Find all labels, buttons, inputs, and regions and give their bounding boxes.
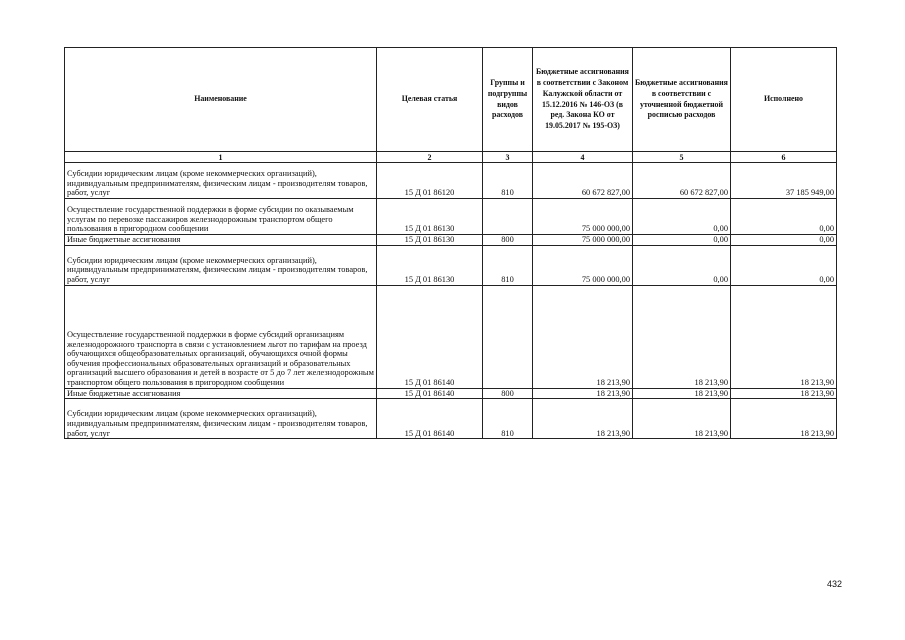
- table-row: [65, 285, 837, 388]
- row-refined-amount: 18 213,90: [633, 388, 731, 399]
- row-executed-amount: 18 213,90: [731, 285, 837, 388]
- header-group: Группы и подгруппы видов расходов: [483, 48, 533, 152]
- row-law-amount: 60 672 827,00: [533, 163, 633, 199]
- table-header-row: [65, 48, 837, 152]
- column-number: 2: [377, 152, 483, 163]
- row-law-amount: 18 213,90: [533, 285, 633, 388]
- row-refined-amount: 18 213,90: [633, 399, 731, 439]
- row-name: Осуществление государственной поддержки в форме субсидии по оказываемым услугам по перевозке пассажиров железнодорожным транспортом общего пользования в пригородном сообщении: [65, 199, 377, 235]
- row-name: Иные бюджетные ассигнования: [65, 388, 377, 399]
- column-number-row: [65, 152, 837, 163]
- header-code: Целевая статья: [377, 48, 483, 152]
- header-law-allocation: Бюджетные ассигнования в соответствии с Законом Калужской области от 15.12.2016 № 146-ОЗ (в ред. Закона КО от 19.05.2017 № 195-ОЗ): [533, 48, 633, 152]
- row-law-amount: 75 000 000,00: [533, 199, 633, 235]
- row-name: Иные бюджетные ассигнования: [65, 235, 377, 246]
- table-row: [65, 245, 837, 285]
- table-row: [65, 163, 837, 199]
- table-row: [65, 388, 837, 399]
- row-name: Субсидии юридическим лицам (кроме некоммерческих организаций), индивидуальным предпринимателям, физическим лицам - производителям товаров, работ, услуг: [65, 399, 377, 439]
- row-executed-amount: 0,00: [731, 235, 837, 246]
- row-code: 15 Д 01 86130: [377, 235, 483, 246]
- column-number: 4: [533, 152, 633, 163]
- table-row: [65, 235, 837, 246]
- row-name: Субсидии юридическим лицам (кроме некоммерческих организаций), индивидуальным предпринимателям, физическим лицам - производителям товаров, работ, услуг: [65, 163, 377, 199]
- header-name: Наименование: [65, 48, 377, 152]
- row-refined-amount: 0,00: [633, 245, 731, 285]
- row-refined-amount: 60 672 827,00: [633, 163, 731, 199]
- row-executed-amount: 0,00: [731, 245, 837, 285]
- page-number: 432: [826, 579, 842, 589]
- header-executed: Исполнено: [731, 48, 837, 152]
- column-number: 6: [731, 152, 837, 163]
- row-law-amount: 18 213,90: [533, 388, 633, 399]
- row-group: 800: [483, 235, 533, 246]
- row-code: 15 Д 01 86140: [377, 388, 483, 399]
- row-name: Субсидии юридическим лицам (кроме некоммерческих организаций), индивидуальным предпринимателям, физическим лицам - производителям товаров, работ, услуг: [65, 245, 377, 285]
- row-law-amount: 75 000 000,00: [533, 235, 633, 246]
- row-executed-amount: 0,00: [731, 199, 837, 235]
- row-group: 800: [483, 388, 533, 399]
- header-refined-allocation: Бюджетные ассигнования в соответствии с уточненной бюджетной росписью расходов: [633, 48, 731, 152]
- row-group: [483, 199, 533, 235]
- column-number: 5: [633, 152, 731, 163]
- table-row: [65, 399, 837, 439]
- row-group: 810: [483, 245, 533, 285]
- row-group: 810: [483, 163, 533, 199]
- row-executed-amount: 18 213,90: [731, 388, 837, 399]
- row-code: 15 Д 01 86140: [377, 399, 483, 439]
- column-number: 1: [65, 152, 377, 163]
- table-row: [65, 199, 837, 235]
- row-executed-amount: 18 213,90: [731, 399, 837, 439]
- row-law-amount: 18 213,90: [533, 399, 633, 439]
- row-law-amount: 75 000 000,00: [533, 245, 633, 285]
- row-code: 15 Д 01 86130: [377, 199, 483, 235]
- budget-table: [64, 47, 837, 439]
- row-code: 15 Д 01 86140: [377, 285, 483, 388]
- row-refined-amount: 0,00: [633, 235, 731, 246]
- row-refined-amount: 18 213,90: [633, 285, 731, 388]
- row-refined-amount: 0,00: [633, 199, 731, 235]
- row-executed-amount: 37 185 949,00: [731, 163, 837, 199]
- row-code: 15 Д 01 86120: [377, 163, 483, 199]
- row-group: 810: [483, 399, 533, 439]
- row-name: Осуществление государственной поддержки в форме субсидий организациям железнодорожного транспорта в связи с установлением льгот по тарифам на проезд обучающихся общеобразовательных организаций, обучающихся очной формы обучения профессиональных образовательных организаций и образовательных организаций высшего образования и детей в возрасте от 5 до 7 лет железнодорожным транспортом общего пользования в пригородном сообщении: [65, 285, 377, 388]
- column-number: 3: [483, 152, 533, 163]
- row-code: 15 Д 01 86130: [377, 245, 483, 285]
- row-group: [483, 285, 533, 388]
